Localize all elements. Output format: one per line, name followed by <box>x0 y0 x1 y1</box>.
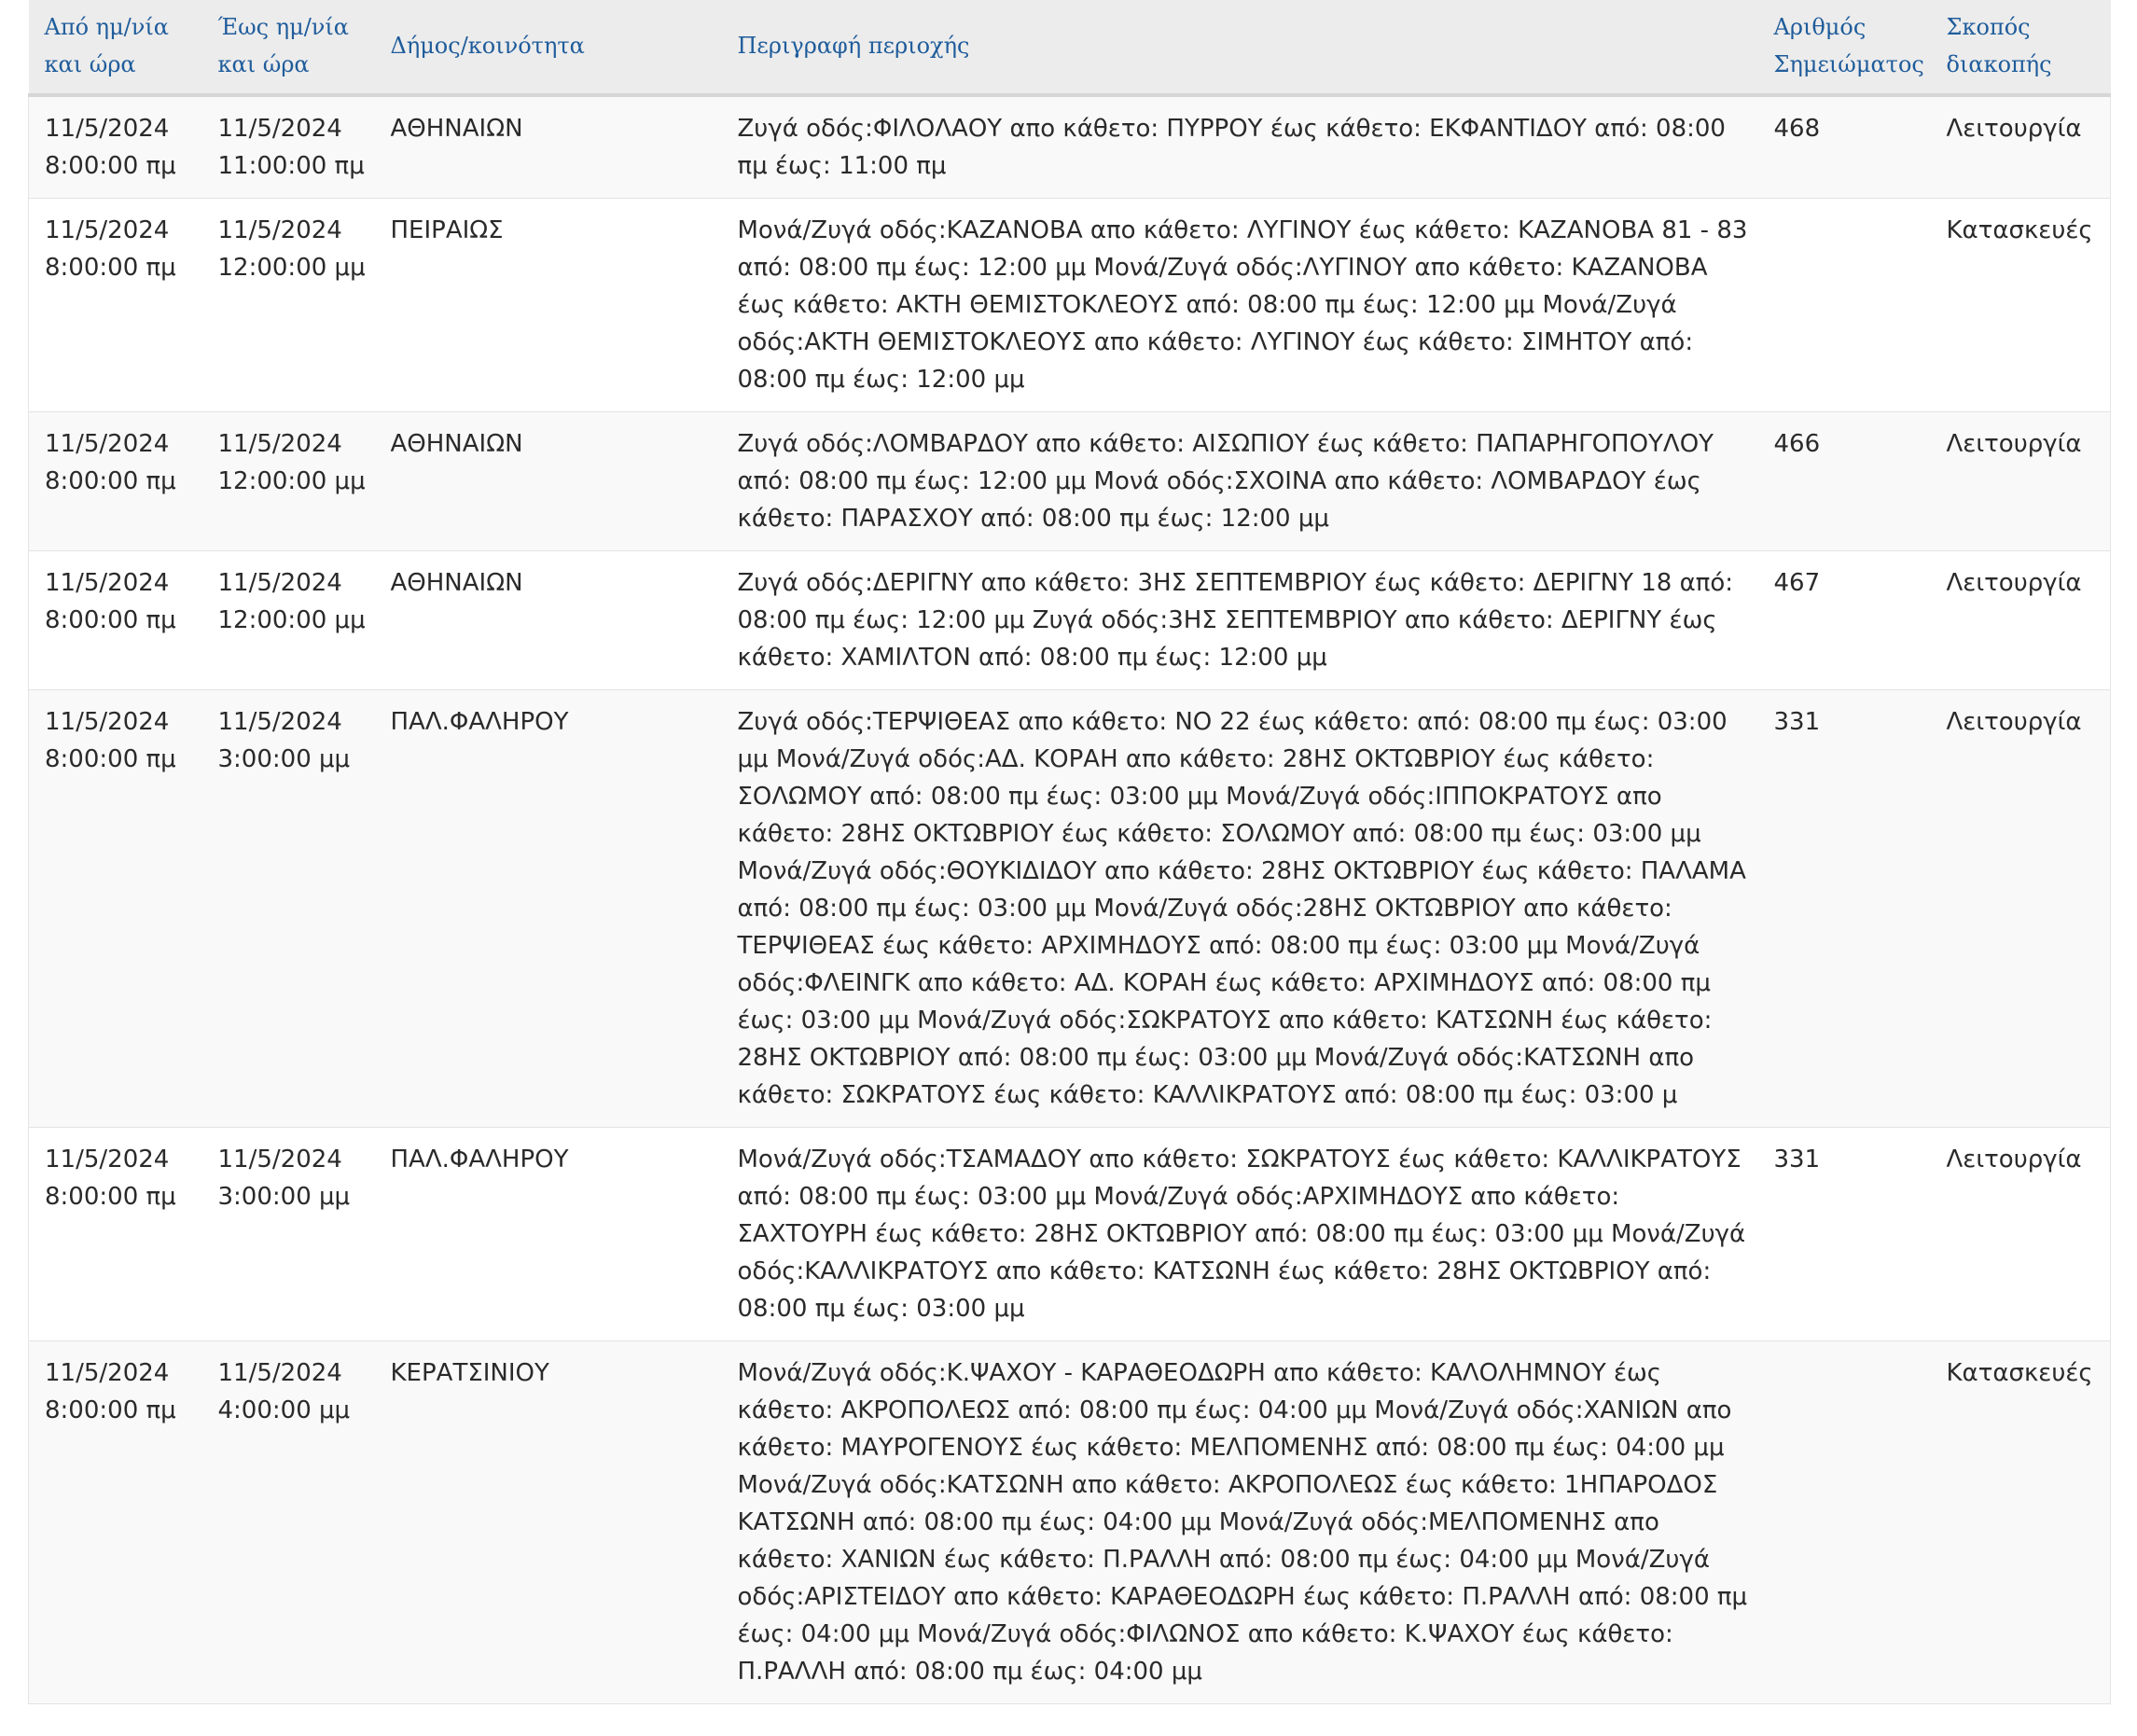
header-from-datetime[interactable]: Από ημ/νία και ώρα <box>29 0 202 95</box>
header-to-datetime[interactable]: Έως ημ/νία και ώρα <box>202 0 375 95</box>
cell-area-description: Ζυγά οδός:ΦΙΛΟΛΑΟΥ απο κάθετο: ΠΥΡΡΟΥ έως κάθετο: ΕΚΦΑΝΤΙΔΟΥ από: 08:00 πμ έως: 11:00 πμ <box>722 95 1758 199</box>
cell-to-datetime: 11/5/2024 12:00:00 μμ <box>202 412 375 551</box>
cell-from-datetime: 11/5/2024 8:00:00 πμ <box>29 1341 202 1704</box>
cell-note-number: 468 <box>1758 95 1931 199</box>
cell-to-datetime: 11/5/2024 11:00:00 πμ <box>202 95 375 199</box>
cell-to-datetime: 11/5/2024 12:00:00 μμ <box>202 551 375 690</box>
cell-note-number <box>1758 199 1931 412</box>
cell-area-description: Ζυγά οδός:ΤΕΡΨΙΘΕΑΣ απο κάθετο: ΝΟ 22 έως κάθετο: από: 08:00 πμ έως: 03:00 μμ Μονά/Ζυγά οδός:ΑΔ. ΚΟΡΑΗ απο κάθετο: 28ΗΣ ΟΚΤΩΒΡΙΟΥ έως κάθετο: ΣΟΛΩΜΟΥ από: 08:00 πμ έως: 03:00 μμ Μονά/Ζυγά οδός:ΙΠΠΟΚΡΑΤΟΥΣ απο κάθετο: 28ΗΣ ΟΚΤΩΒΡΙΟΥ έως κάθετο: ΣΟΛΩΜΟΥ από: 08:00 πμ έως: 03:00 μμ Μονά/Ζυγά οδός:ΘΟΥΚΙΔΙΔΟΥ απο κάθετο: 28ΗΣ ΟΚΤΩΒΡΙΟΥ έως κάθετο: ΠΑΛΑΜΑ από: 08:00 πμ έως: 03:00 μμ Μονά/Ζυγά οδός:28ΗΣ ΟΚΤΩΒΡΙΟΥ απο κάθετο: ΤΕΡΨΙΘΕΑΣ έως κάθετο: ΑΡΧΙΜΗΔΟΥΣ από: 08:00 πμ έως: 03:00 μμ Μονά/Ζυγά οδός:ΦΛΕΙΝΓΚ απο κάθετο: ΑΔ. ΚΟΡΑΗ έως κάθετο: ΑΡΧΙΜΗΔΟΥΣ από: 08:00 πμ έως: 03:00 μμ Μονά/Ζυγά οδός:ΣΩΚΡΑΤΟΥΣ απο κάθετο: ΚΑΤΣΩΝΗ έως κάθετο: 28ΗΣ ΟΚΤΩΒΡΙΟΥ από: 08:00 πμ έως: 03:00 μμ Μονά/Ζυγά οδός:ΚΑΤΣΩΝΗ απο κάθετο: ΣΩΚΡΑΤΟΥΣ έως κάθετο: ΚΑΛΛΙΚΡΑΤΟΥΣ από: 08:00 πμ έως: 03:00 μ <box>722 690 1758 1128</box>
table-row <box>29 690 2111 1128</box>
table-row <box>29 412 2111 551</box>
cell-to-datetime: 11/5/2024 4:00:00 μμ <box>202 1341 375 1704</box>
header-note-number[interactable]: Αριθμός Σημειώματος <box>1758 0 1931 95</box>
header-area-description[interactable]: Περιγραφή περιοχής <box>722 0 1758 95</box>
cell-area-description: Ζυγά οδός:ΛΟΜΒΑΡΔΟΥ απο κάθετο: ΑΙΣΩΠΙΟΥ έως κάθετο: ΠΑΠΑΡΗΓΟΠΟΥΛΟΥ από: 08:00 πμ έως: 12:00 μμ Μονά οδός:ΣΧΟΙΝΑ απο κάθετο: ΛΟΜΒΑΡΔΟΥ έως κάθετο: ΠΑΡΑΣΧΟΥ από: 08:00 πμ έως: 12:00 μμ <box>722 412 1758 551</box>
cell-to-datetime: 11/5/2024 3:00:00 μμ <box>202 690 375 1128</box>
cell-area-description: Μονά/Ζυγά οδός:Κ.ΨΑΧΟΥ - ΚΑΡΑΘΕΟΔΩΡΗ απο κάθετο: ΚΑΛΟΛΗΜΝΟΥ έως κάθετο: ΑΚΡΟΠΟΛΕΩΣ από: 08:00 πμ έως: 04:00 μμ Μονά/Ζυγά οδός:ΧΑΝΙΩΝ απο κάθετο: ΜΑΥΡΟΓΕΝΟΥΣ έως κάθετο: ΜΕΛΠΟΜΕΝΗΣ από: 08:00 πμ έως: 04:00 μμ Μονά/Ζυγά οδός:ΚΑΤΣΩΝΗ απο κάθετο: ΑΚΡΟΠΟΛΕΩΣ έως κάθετο: 1ΗΠΑΡΟΔΟΣ ΚΑΤΣΩΝΗ από: 08:00 πμ έως: 04:00 μμ Μονά/Ζυγά οδός:ΜΕΛΠΟΜΕΝΗΣ απο κάθετο: ΧΑΝΙΩΝ έως κάθετο: Π.ΡΑΛΛΗ από: 08:00 πμ έως: 04:00 μμ Μονά/Ζυγά οδός:ΑΡΙΣΤΕΙΔΟΥ απο κάθετο: ΚΑΡΑΘΕΟΔΩΡΗ έως κάθετο: Π.ΡΑΛΛΗ από: 08:00 πμ έως: 04:00 μμ Μονά/Ζυγά οδός:ΦΙΛΩΝΟΣ απο κάθετο: Κ.ΨΑΧΟΥ έως κάθετο: Π.ΡΑΛΛΗ από: 08:00 πμ έως: 04:00 μμ <box>722 1341 1758 1704</box>
cell-outage-purpose: Λειτουργία <box>1931 690 2111 1128</box>
cell-note-number <box>1758 1341 1931 1704</box>
table-row <box>29 1128 2111 1341</box>
cell-municipality: ΠΑΛ.ΦΑΛΗΡΟΥ <box>375 1128 722 1341</box>
header-outage-purpose[interactable]: Σκοπός διακοπής <box>1931 0 2111 95</box>
cell-note-number: 331 <box>1758 690 1931 1128</box>
cell-municipality: ΚΕΡΑΤΣΙΝΙΟΥ <box>375 1341 722 1704</box>
cell-from-datetime: 11/5/2024 8:00:00 πμ <box>29 690 202 1128</box>
cell-municipality: ΑΘΗΝΑΙΩΝ <box>375 412 722 551</box>
outage-table-container <box>28 0 2110 1704</box>
cell-to-datetime: 11/5/2024 3:00:00 μμ <box>202 1128 375 1341</box>
cell-from-datetime: 11/5/2024 8:00:00 πμ <box>29 412 202 551</box>
cell-from-datetime: 11/5/2024 8:00:00 πμ <box>29 95 202 199</box>
cell-from-datetime: 11/5/2024 8:00:00 πμ <box>29 1128 202 1341</box>
cell-from-datetime: 11/5/2024 8:00:00 πμ <box>29 199 202 412</box>
table-header <box>29 0 2111 95</box>
cell-municipality: ΠΕΙΡΑΙΩΣ <box>375 199 722 412</box>
cell-area-description: Μονά/Ζυγά οδός:ΤΣΑΜΑΔΟΥ απο κάθετο: ΣΩΚΡΑΤΟΥΣ έως κάθετο: ΚΑΛΛΙΚΡΑΤΟΥΣ από: 08:00 πμ έως: 03:00 μμ Μονά/Ζυγά οδός:ΑΡΧΙΜΗΔΟΥΣ απο κάθετο: ΣΑΧΤΟΥΡΗ έως κάθετο: 28ΗΣ ΟΚΤΩΒΡΙΟΥ από: 08:00 πμ έως: 03:00 μμ Μονά/Ζυγά οδός:ΚΑΛΛΙΚΡΑΤΟΥΣ απο κάθετο: ΚΑΤΣΩΝΗ έως κάθετο: 28ΗΣ ΟΚΤΩΒΡΙΟΥ από: 08:00 πμ έως: 03:00 μμ <box>722 1128 1758 1341</box>
table-row <box>29 95 2111 199</box>
cell-note-number: 331 <box>1758 1128 1931 1341</box>
cell-outage-purpose: Λειτουργία <box>1931 1128 2111 1341</box>
cell-outage-purpose: Κατασκευές <box>1931 1341 2111 1704</box>
cell-note-number: 466 <box>1758 412 1931 551</box>
cell-outage-purpose: Λειτουργία <box>1931 95 2111 199</box>
cell-municipality: ΠΑΛ.ΦΑΛΗΡΟΥ <box>375 690 722 1128</box>
cell-from-datetime: 11/5/2024 8:00:00 πμ <box>29 551 202 690</box>
cell-municipality: ΑΘΗΝΑΙΩΝ <box>375 551 722 690</box>
cell-outage-purpose: Κατασκευές <box>1931 199 2111 412</box>
outage-table <box>28 0 2111 1704</box>
table-row <box>29 1341 2111 1704</box>
cell-to-datetime: 11/5/2024 12:00:00 μμ <box>202 199 375 412</box>
cell-outage-purpose: Λειτουργία <box>1931 412 2111 551</box>
table-body <box>29 95 2111 1704</box>
cell-area-description: Μονά/Ζυγά οδός:ΚΑΖΑΝΟΒΑ απο κάθετο: ΛΥΓΙΝΟΥ έως κάθετο: ΚΑΖΑΝΟΒΑ 81 - 83 από: 08:00 πμ έως: 12:00 μμ Μονά/Ζυγά οδός:ΛΥΓΙΝΟΥ απο κάθετο: ΚΑΖΑΝΟΒΑ έως κάθετο: ΑΚΤΗ ΘΕΜΙΣΤΟΚΛΕΟΥΣ από: 08:00 πμ έως: 12:00 μμ Μονά/Ζυγά οδός:ΑΚΤΗ ΘΕΜΙΣΤΟΚΛΕΟΥΣ απο κάθετο: ΛΥΓΙΝΟΥ έως κάθετο: ΣΙΜΗΤΟΥ από: 08:00 πμ έως: 12:00 μμ <box>722 199 1758 412</box>
header-municipality[interactable]: Δήμος/κοινότητα <box>375 0 722 95</box>
header-row <box>29 0 2111 95</box>
cell-outage-purpose: Λειτουργία <box>1931 551 2111 690</box>
cell-area-description: Ζυγά οδός:ΔΕΡΙΓΝΥ απο κάθετο: 3ΗΣ ΣΕΠΤΕΜΒΡΙΟΥ έως κάθετο: ΔΕΡΙΓΝΥ 18 από: 08:00 πμ έως: 12:00 μμ Ζυγά οδός:3ΗΣ ΣΕΠΤΕΜΒΡΙΟΥ απο κάθετο: ΔΕΡΙΓΝΥ έως κάθετο: ΧΑΜΙΛΤΟΝ από: 08:00 πμ έως: 12:00 μμ <box>722 551 1758 690</box>
table-row <box>29 551 2111 690</box>
table-row <box>29 199 2111 412</box>
cell-municipality: ΑΘΗΝΑΙΩΝ <box>375 95 722 199</box>
cell-note-number: 467 <box>1758 551 1931 690</box>
